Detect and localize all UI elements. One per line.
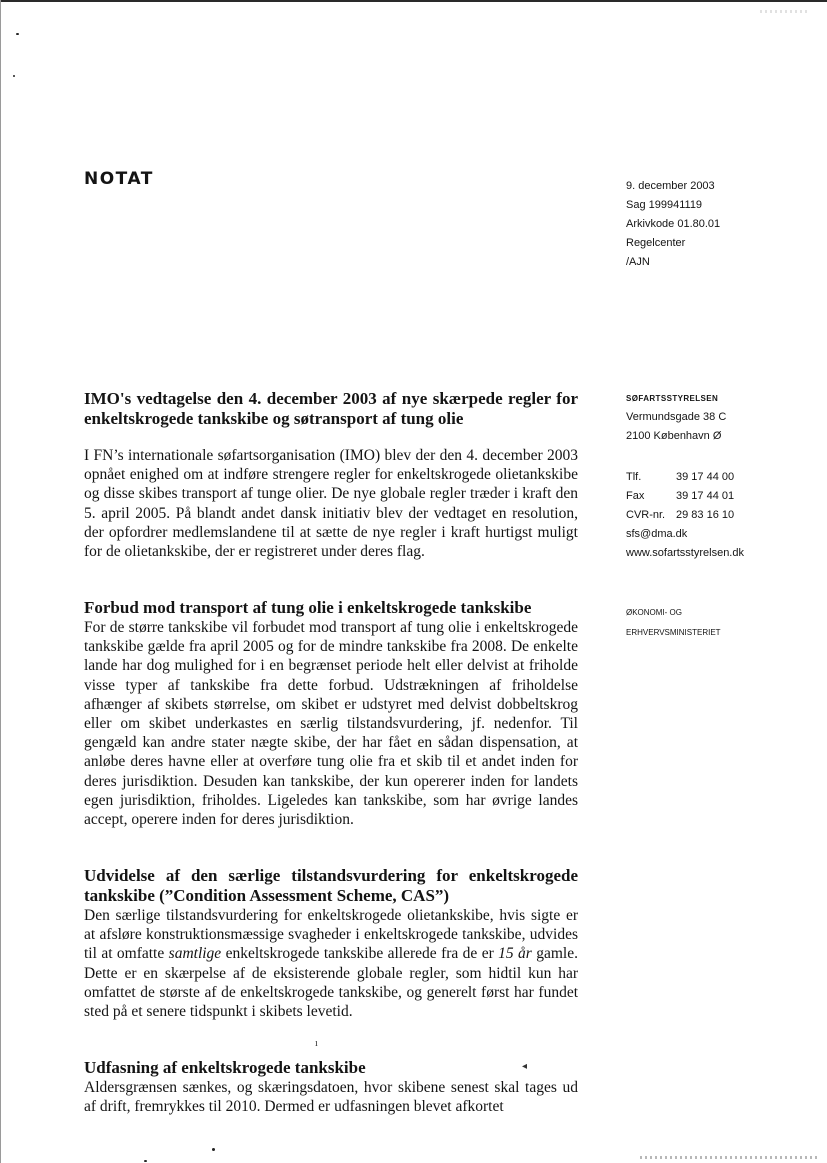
agency-name: SØFARTSSTYRELSEN: [626, 394, 719, 403]
scan-speck: [144, 1160, 147, 1162]
contact-cvr-row: [626, 506, 816, 525]
contact-cvr: 29 83 16 10: [676, 509, 735, 521]
ministry-line-2: ERHVERVSMINISTERIET: [626, 628, 721, 637]
scan-left-edge: [0, 0, 1, 1163]
meta-department: Regelcenter: [626, 237, 686, 249]
agency-street: Vermundsgade 38 C: [626, 411, 727, 423]
agency-city: 2100 København Ø: [626, 430, 722, 442]
cas-emphasis-age: 15 år: [498, 945, 532, 963]
document-metadata: [626, 177, 816, 272]
phaseout-paragraph: Aldersgrænsen sænkes, og skæringsdatoen, hvor skibene senest skal tages ud af drift, fremrykkes til 2010. Dermed er udfasningen blevet afkortet: [84, 1079, 578, 1116]
intro-heading: IMO's vedtagelse den 4. december 2003 af nye skærpede regler for enkeltskrogede tankskibe og søtransport af tung olie: [84, 389, 578, 428]
scan-top-edge: [0, 0, 827, 2]
cas-emphasis-all: samtlige: [168, 945, 222, 963]
ministry-name: [626, 603, 816, 643]
agency-address: [626, 389, 816, 446]
contact-phone-label: Tlf.: [626, 471, 642, 483]
meta-initials: /AJN: [626, 256, 650, 268]
scan-speck: [16, 33, 19, 35]
intro-section-heading-block: [84, 389, 578, 429]
meta-archive-code: Arkivkode 01.80.01: [626, 218, 721, 230]
scan-noise: [760, 10, 810, 13]
cas-heading: Udvidelse af den særlige tilstandsvurdering for enkeltskrogede tankskibe (”Condition Assessment Scheme, CAS”): [84, 866, 578, 905]
contact-cvr-label: CVR-nr.: [626, 509, 666, 521]
ban-paragraph: For de større tankskibe vil forbudet mod transport af tung olie i enkeltskrogede tankskibe gælde fra april 2005 og for de mindre tankskibe fra 2008. De enkelte lande har dog mulighed for i en begrænset periode helt eller delvist at friholde visse typer af tankskibe fra dette forbud. Udstrækningen af friholdelse afhænger af skibets størrelse, om skibet er udstyret med delvist dobbeltskrog eller om skibet underkastes en særlig tilstandsvurdering, jf. nedenfor. Til gengæld kan andre stater nægte skibe, der har fået en sådan dispensation, at anløbe deres havne eller at overføre tung olie fra et skib til et andet inden for deres jurisdiktion. Desuden kan tankskibe, der kun opererer inden for landets egen jurisdiktion, friholdes. Ligeledes kan tankskibe, som har øvrige landes accept, operere inden for deres jurisdiktion.: [84, 619, 578, 829]
contact-email: sfs@dma.dk: [626, 528, 688, 540]
contact-fax: 39 17 44 01: [676, 490, 735, 502]
contact-fax-row: [626, 487, 816, 506]
scan-speck: [13, 75, 15, 77]
cas-text-part-1: Den særlige tilstandsvurdering for enkeltskrogede olietankskibe, hvis sigte er at afsløre konstruktionsmæssige svagheder i enkeltskrogede tankskibe, udvides til at omfatte: [84, 907, 578, 963]
meta-date: 9. december 2003: [626, 180, 715, 192]
intro-paragraph: I FN’s internationale søfartsorganisation (IMO) blev der den 4. december 2003 opnået enighed om at indføre strengere regler for enkeltskrogede olietankskibe og disse skibes transport af tunge olier. De nye globale regler træder i kraft den 5. april 2005. På blandt andet dansk initiativ blev der vedtaget en resolution, der opfordrer medlemslandene til at sætte de nye regler i kraft hurtigst muligt for de olietankskibe, der er registreret under deres flag.: [84, 447, 578, 561]
ban-section: [84, 598, 578, 829]
phaseout-section: [84, 1058, 578, 1116]
cas-text-part-2: enkeltskrogede tankskibe allerede fra de er: [221, 945, 499, 963]
contact-website: www.sofartsstyrelsen.dk: [626, 547, 744, 559]
meta-case-number: Sag 199941119: [626, 199, 703, 211]
phaseout-heading: Udfasning af enkeltskrogede tankskibe: [84, 1058, 366, 1077]
cas-text-part-3: gamle. Dette er en skærpelse af de eksisterende globale regler, som hidtil kun har omfattet de største af de enkeltskrogede tankskibe, og generelt først har fundet sted på et senere tidspunkt i skibets levetid.: [84, 945, 578, 1021]
cas-section: [84, 866, 578, 1021]
document-title: NOTAT: [84, 169, 154, 189]
ministry-line-1: ØKONOMI- OG: [626, 608, 682, 617]
intro-section: [84, 446, 578, 561]
scan-mark: ◂: [522, 1061, 528, 1072]
scan-mark: ı: [315, 1038, 318, 1049]
contact-phone-row: [626, 468, 816, 487]
agency-contact: [626, 468, 816, 563]
scan-noise: [640, 1156, 820, 1159]
contact-fax-label: Fax: [626, 490, 645, 502]
contact-phone: 39 17 44 00: [676, 471, 735, 483]
cas-paragraph: [84, 906, 578, 1021]
ban-heading: Forbud mod transport af tung olie i enkeltskrogede tankskibe: [84, 598, 532, 617]
scan-speck: [212, 1148, 215, 1151]
